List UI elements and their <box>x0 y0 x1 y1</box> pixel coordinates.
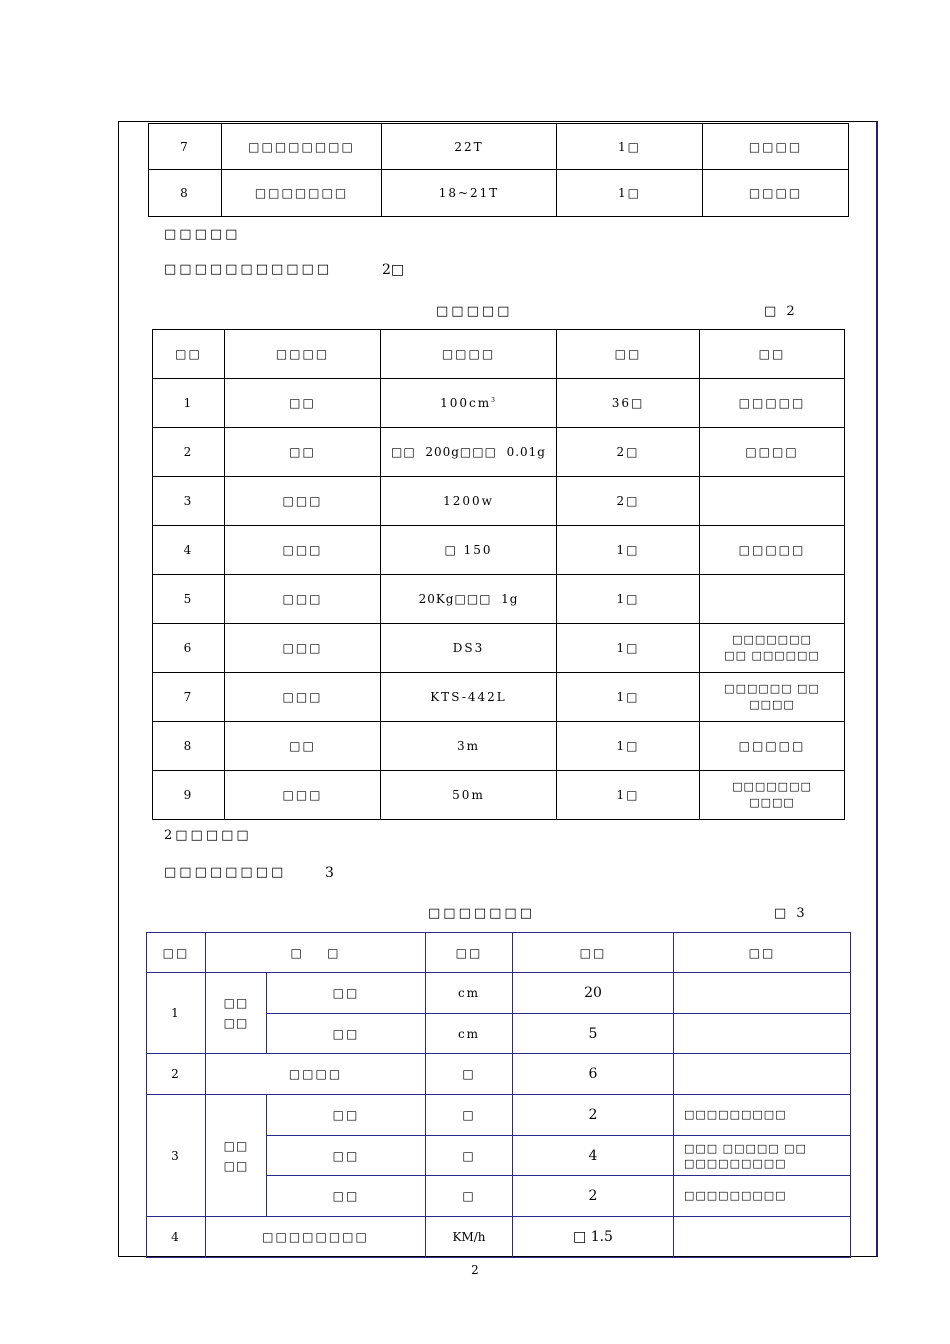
instrument-qty: 1□ <box>557 722 700 771</box>
instrument-name: □□□ <box>225 624 381 673</box>
instrument-spec: 50m <box>381 771 557 820</box>
table-row <box>147 1054 851 1095</box>
note: □□□□□□□□□ <box>674 1095 851 1136</box>
table-row <box>153 624 845 673</box>
instrument-qty: 2□ <box>557 428 700 477</box>
value: 6 <box>513 1054 674 1095</box>
note <box>674 973 851 1014</box>
row-no: 8 <box>149 170 222 217</box>
instrument-name: □□□ <box>225 477 381 526</box>
section-heading: 2□□□□□ <box>164 828 252 843</box>
instrument-qty: 1□ <box>557 575 700 624</box>
row-no: 6 <box>153 624 225 673</box>
note: □□□□□□□□□ <box>674 1176 851 1217</box>
row-no: 1 <box>153 379 225 428</box>
instrument-spec <box>381 379 557 428</box>
instrument-note: □□□□ <box>700 428 845 477</box>
table-reference: 3 <box>325 865 334 881</box>
equipment-qty: 1□ <box>557 170 703 217</box>
instrument-note: □□□□□□□ □□□□ <box>700 771 845 820</box>
unit: KM/h <box>426 1217 513 1258</box>
header-no: □□ <box>147 933 206 973</box>
unit: □ <box>426 1176 513 1217</box>
row-no: 4 <box>147 1217 206 1258</box>
instrument-spec: □ 150 <box>381 526 557 575</box>
table-row <box>153 673 845 722</box>
note <box>674 1014 851 1054</box>
instrument-note: □□□□□□ □□ □□□□ <box>700 673 845 722</box>
table-number: □ 3 <box>774 906 808 921</box>
item-name: □□□□□□□□ <box>206 1217 426 1258</box>
spec-text: 100cm <box>440 396 492 410</box>
instrument-name: □□□ <box>225 771 381 820</box>
sub-item: □□ <box>267 1136 426 1176</box>
instrument-name: □□□ <box>225 673 381 722</box>
table-row <box>153 428 845 477</box>
header-name: □□□□ <box>225 330 381 379</box>
instrument-name: □□ <box>225 722 381 771</box>
note <box>674 1054 851 1095</box>
instrument-qty: 1□ <box>557 624 700 673</box>
equipment-name: □□□□□□□ <box>222 170 382 217</box>
section-paragraph <box>164 262 405 278</box>
table-row <box>147 1217 851 1258</box>
instrument-name: □□ <box>225 379 381 428</box>
row-no: 3 <box>153 477 225 526</box>
row-no: 8 <box>153 722 225 771</box>
instrument-qty: 1□ <box>557 771 700 820</box>
instrument-spec: DS3 <box>381 624 557 673</box>
equipment-note: □□□□ <box>703 124 849 170</box>
equipment-table-continued <box>148 123 849 217</box>
instrument-spec: □□ 200g□□□ 0.01g <box>381 428 557 477</box>
paragraph-text: □□□□□□□□ <box>164 865 287 880</box>
table-row <box>153 722 845 771</box>
instrument-note <box>700 477 845 526</box>
value: 5 <box>513 1014 674 1054</box>
equipment-spec: 22T <box>382 124 557 170</box>
value: □ 1.5 <box>513 1217 674 1258</box>
header-note: □□ <box>674 933 851 973</box>
row-no: 7 <box>149 124 222 170</box>
instrument-spec: 1200w <box>381 477 557 526</box>
table-caption: □□□□□ <box>436 304 513 319</box>
table-row <box>149 124 849 170</box>
value: 4 <box>513 1136 674 1176</box>
instrument-qty: 1□ <box>557 526 700 575</box>
unit: cm <box>426 973 513 1014</box>
equipment-qty: 1□ <box>557 124 703 170</box>
instrument-name: □□ <box>225 428 381 477</box>
instrument-spec: KTS-442L <box>381 673 557 722</box>
value: 2 <box>513 1176 674 1217</box>
table-header-row <box>153 330 845 379</box>
note: □□□ □□□□□ □□ □□□□□□□□□ <box>674 1136 851 1176</box>
sub-item: □□ <box>267 1095 426 1136</box>
table-number: □ 2 <box>764 304 798 319</box>
instrument-name: □□□ <box>225 575 381 624</box>
parameter-table <box>146 932 851 1258</box>
instrument-table <box>152 329 845 820</box>
sub-item: □□ <box>267 973 426 1014</box>
instrument-note: □□□□□□□ □□ □□□□□□ <box>700 624 845 673</box>
equipment-spec: 18~21T <box>382 170 557 217</box>
equipment-note: □□□□ <box>703 170 849 217</box>
instrument-qty: 36□ <box>557 379 700 428</box>
header-unit: □□ <box>426 933 513 973</box>
item-name: □□□□ <box>206 1054 426 1095</box>
unit: □ <box>426 1095 513 1136</box>
sub-item: □□ <box>267 1176 426 1217</box>
unit: □ <box>426 1054 513 1095</box>
unit: □ <box>426 1136 513 1176</box>
group-label: □□ □□ <box>206 973 267 1054</box>
table-row <box>153 526 845 575</box>
header-qty: □□ <box>557 330 700 379</box>
value: 2 <box>513 1095 674 1136</box>
section-paragraph <box>164 865 334 881</box>
instrument-note <box>700 575 845 624</box>
section-heading: □□□□□ <box>164 227 241 242</box>
header-no: □□ <box>153 330 225 379</box>
header-item: □ □ <box>206 933 426 973</box>
instrument-name: □□□ <box>225 526 381 575</box>
header-note: □□ <box>700 330 845 379</box>
row-no: 2 <box>153 428 225 477</box>
table-row <box>147 973 851 1014</box>
value: 20 <box>513 973 674 1014</box>
table-row <box>149 170 849 217</box>
table-row <box>153 379 845 428</box>
table-row <box>153 771 845 820</box>
header-spec: □□□□ <box>381 330 557 379</box>
instrument-qty: 2□ <box>557 477 700 526</box>
instrument-spec: 20Kg□□□ 1g <box>381 575 557 624</box>
equipment-name: □□□□□□□□ <box>222 124 382 170</box>
row-no: 4 <box>153 526 225 575</box>
unit: cm <box>426 1014 513 1054</box>
note <box>674 1217 851 1258</box>
row-no: 3 <box>147 1095 206 1217</box>
table-reference: 2□ <box>382 262 405 278</box>
spec-superscript: 3 <box>491 397 497 404</box>
instrument-note: □□□□□ <box>700 722 845 771</box>
page-number: 2 <box>471 1263 479 1277</box>
table-row <box>153 575 845 624</box>
table-row <box>147 1095 851 1136</box>
instrument-qty: 1□ <box>557 673 700 722</box>
instrument-note: □□□□□ <box>700 379 845 428</box>
table-header-row <box>147 933 851 973</box>
paragraph-text: □□□□□□□□□□□ <box>164 262 333 277</box>
table-row <box>153 477 845 526</box>
instrument-spec: 3m <box>381 722 557 771</box>
group-label: □□ □□ <box>206 1095 267 1217</box>
instrument-note: □□□□□ <box>700 526 845 575</box>
sub-item: □□ <box>267 1014 426 1054</box>
table-caption: □□□□□□□ <box>428 906 535 921</box>
header-value: □□ <box>513 933 674 973</box>
row-no: 1 <box>147 973 206 1054</box>
row-no: 2 <box>147 1054 206 1095</box>
row-no: 5 <box>153 575 225 624</box>
row-no: 7 <box>153 673 225 722</box>
row-no: 9 <box>153 771 225 820</box>
